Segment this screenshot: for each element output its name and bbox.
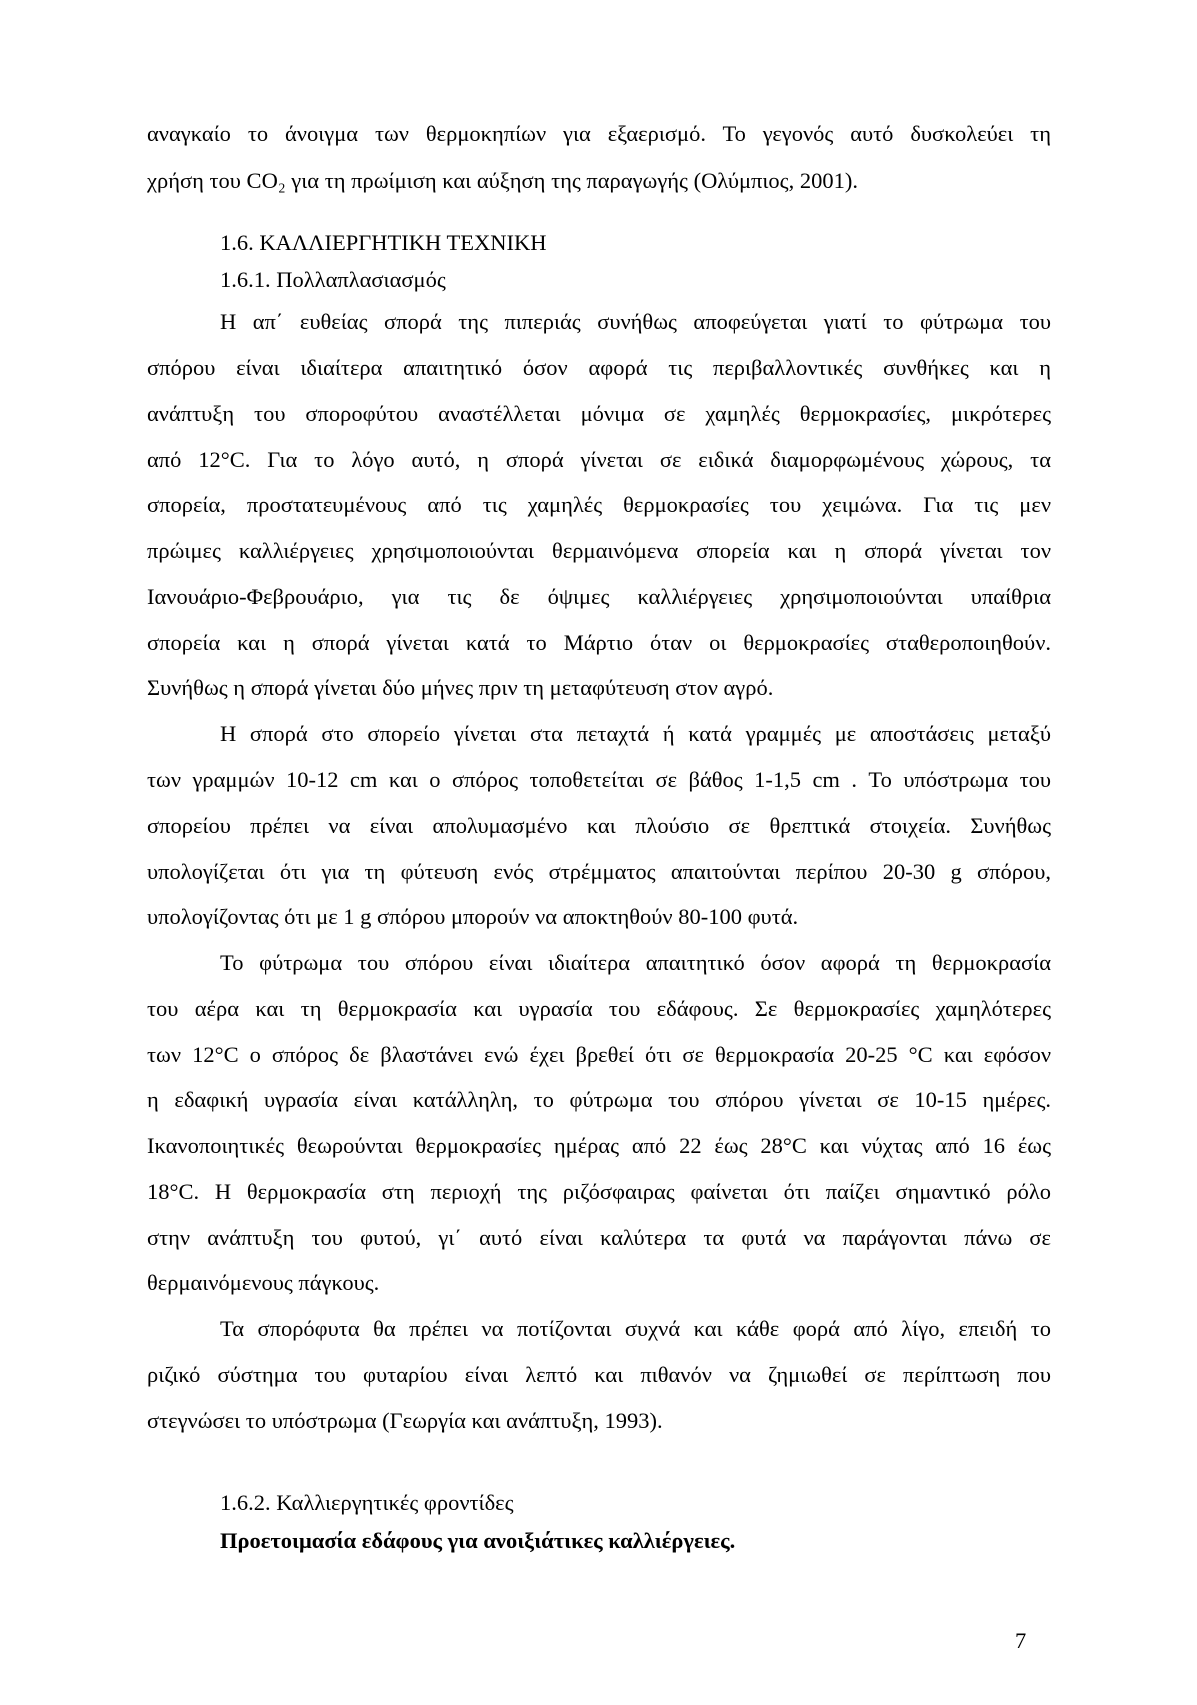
text-line: χρήση του CO₂ για τη πρωίμιση και αύξηση της παραγωγής (Ολύμπιος, 2001). xyxy=(147,168,858,193)
text-line: Η απ΄ ευθείας σπορά της πιπεριάς συνήθως αποφεύγεται γιατί το φύτρωμα του xyxy=(220,309,1051,334)
text-line: ριζικό σύστημα του φυταρίου είναι λεπτό και πιθανόν να ζημιωθεί σε περίπτωση που xyxy=(147,1362,1051,1387)
text-line: Το φύτρωμα του σπόρου είναι ιδιαίτερα απαιτητικό όσον αφορά τη θερμοκρασία xyxy=(220,950,1051,975)
text-line: ανάπτυξη του σποροφύτου αναστέλλεται μόνιμα σε χαμηλές θερμοκρασίες, μικρότερες xyxy=(147,401,1051,426)
text-line: η εδαφική υγρασία είναι κατάλληλη, το φύτρωμα του σπόρου γίνεται σε 10-15 ημέρες. xyxy=(147,1087,1051,1112)
text-line: 18°C. Η θερμοκρασία στη περιοχή της ριζόσφαιρας φαίνεται ότι παίζει σημαντικό ρόλο xyxy=(147,1179,1051,1204)
text-line: αναγκαίο το άνοιγμα των θερμοκηπίων για εξαερισμό. Το γεγονός αυτό δυσκολεύει τη xyxy=(147,121,1051,146)
text-line: των γραμμών 10-12 cm και ο σπόρος τοποθετείται σε βάθος 1-1,5 cm . Το υπόστρωμα του xyxy=(147,767,1051,792)
text-line: σπόρου είναι ιδιαίτερα απαιτητικό όσον αφορά τις περιβαλλοντικές συνθήκες και η xyxy=(147,355,1051,380)
text-line: από 12°C. Για το λόγο αυτό, η σπορά γίνεται σε ειδικά διαμορφωμένους χώρους, τα xyxy=(147,447,1051,472)
text-line: στεγνώσει το υπόστρωμα (Γεωργία και ανάπτυξη, 1993). xyxy=(147,1408,663,1433)
text-line: Ικανοποιητικές θεωρούνται θερμοκρασίες ημέρας από 22 έως 28°C και νύχτας από 16 έως xyxy=(147,1133,1051,1158)
subsection-heading: 1.6.2. Καλλιεργητικές φροντίδες xyxy=(220,1490,514,1515)
page-number: 7 xyxy=(1015,1628,1027,1653)
text-line: σπορεία, προστατευμένους από τις χαμηλές θερμοκρασίες του χειμώνα. Για τις μεν xyxy=(147,492,1051,517)
text-line: πρώιμες καλλιέργειες χρησιμοποιούνται θερμαινόμενα σπορεία και η σπορά γίνεται τον xyxy=(147,538,1051,563)
text-line: υπολογίζεται ότι για τη φύτευση ενός στρέμματος απαιτούνται περίπου 20-30 g σπόρου, xyxy=(147,859,1051,884)
bold-subheading: Προετοιμασία εδάφους για ανοιξιάτικες καλλιέργειες. xyxy=(220,1528,736,1553)
text-line: Τα σπορόφυτα θα πρέπει να ποτίζονται συχνά και κάθε φορά από λίγο, επειδή το xyxy=(220,1316,1051,1341)
text-line: θερμαινόμενους πάγκους. xyxy=(147,1270,380,1295)
text-line: υπολογίζοντας ότι με 1 g σπόρου μπορούν να αποκτηθούν 80-100 φυτά. xyxy=(147,904,799,929)
text-line: στην ανάπτυξη του φυτού, γι΄ αυτό είναι καλύτερα τα φυτά να παράγονται πάνω σε xyxy=(147,1225,1051,1250)
subsection-heading: 1.6.1. Πολλαπλασιασμός xyxy=(220,267,446,292)
text-line: Συνήθως η σπορά γίνεται δύο μήνες πριν τη μεταφύτευση στον αγρό. xyxy=(147,675,774,700)
section-heading: 1.6. ΚΑΛΛΙΕΡΓΗΤΙΚΗ ΤΕΧΝΙΚΗ xyxy=(220,230,547,255)
text-line: σπορείου πρέπει να είναι απολυμασμένο και πλούσιο σε θρεπτικά στοιχεία. Συνήθως xyxy=(147,813,1051,838)
text-line: του αέρα και τη θερμοκρασία και υγρασία του εδάφους. Σε θερμοκρασίες χαμηλότερες xyxy=(147,996,1051,1021)
text-line: σπορεία και η σπορά γίνεται κατά το Μάρτιο όταν οι θερμοκρασίες σταθεροποιηθούν. xyxy=(147,630,1051,655)
text-line: των 12°C ο σπόρος δε βλαστάνει ενώ έχει βρεθεί ότι σε θερμοκρασία 20-25 °C και εφόσον xyxy=(147,1042,1051,1067)
text-line: Ιανουάριο-Φεβρουάριο, για τις δε όψιμες καλλιέργειες χρησιμοποιούνται υπαίθρια xyxy=(147,584,1051,609)
text-line: Η σπορά στο σπορείο γίνεται στα πεταχτά ή κατά γραμμές με αποστάσεις μεταξύ xyxy=(220,721,1051,746)
